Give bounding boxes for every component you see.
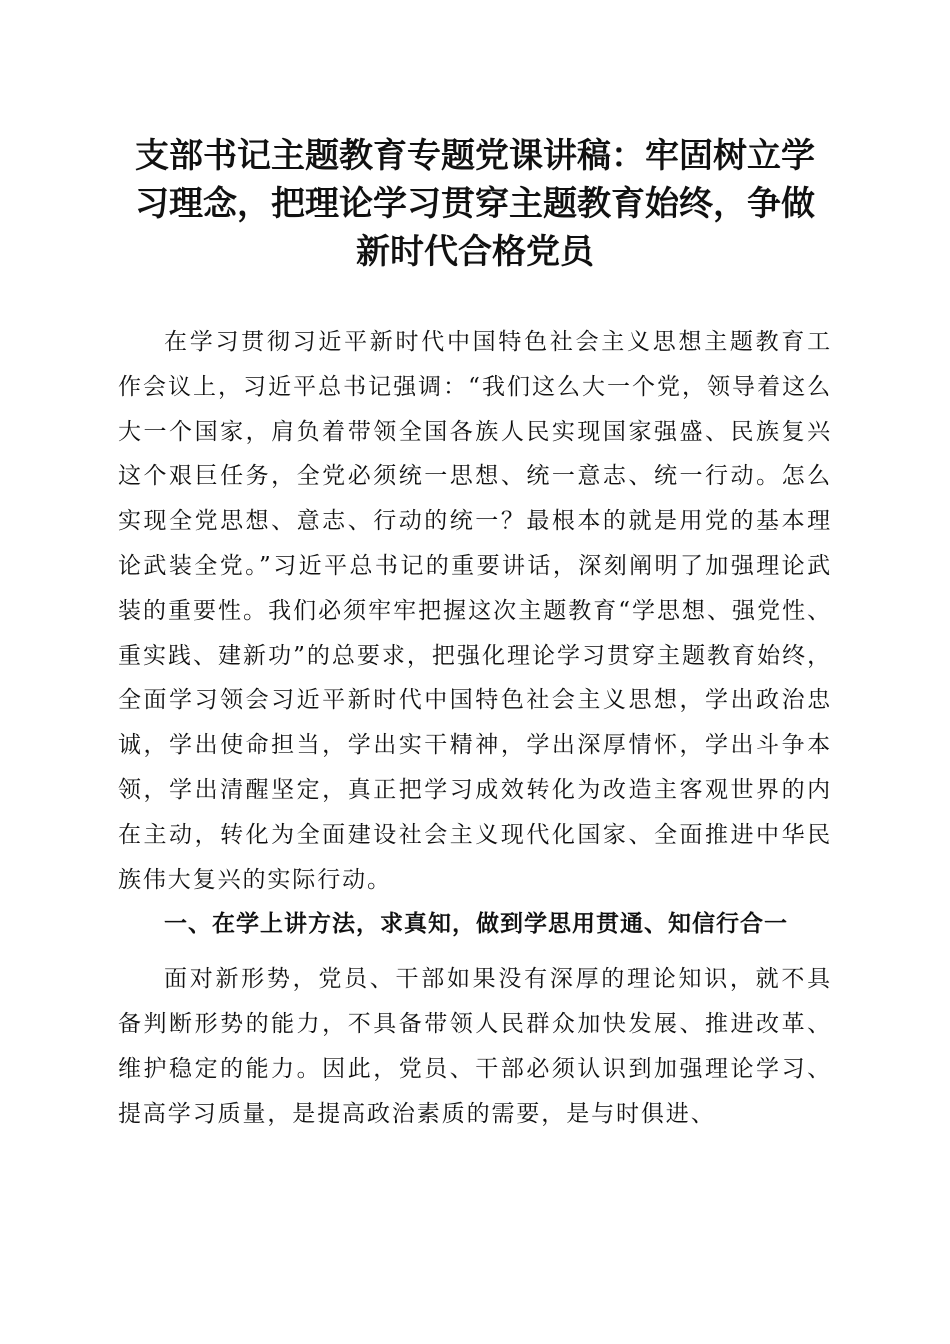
section-1-paragraph: 面对新形势，党员、干部如果没有深厚的理论知识，就不具备判断形势的能力，不具备带领人民群众加快发展、推进改革、维护稳定的能力。因此，党员、干部必须认识到加强理论学习、提高学习质量，是提高政治素质的需要，是与时俱进、 bbox=[118, 966, 832, 1127]
intro-paragraph: 在学习贯彻习近平新时代中国特色社会主义思想主题教育工作会议上，习近平总书记强调：“我们这么大一个党，领导着这么大一个国家，肩负着带领全国各族人民实现国家强盛、民族复兴这个艰巨任务，全党必须统一思想、统一意志、统一行动。怎么实现全党思想、意志、行动的统一？最根本的就是用党的基本理论武装全党。”习近平总书记的重要讲话，深刻阐明了加强理论武装的重要性。我们必须牢牢把握这次主题教育“学思想、强党性、重实践、建新功”的总要求，把强化理论学习贯穿主题教育始终，全面学习领会习近平新时代中国特色社会主义思想，学出政治忠诚，学出使命担当，学出实干精神，学出深厚情怀，学出斗争本领，学出清醒坚定，真正把学习成效转化为改造主客观世界的内在主动，转化为全面建设社会主义现代化国家、全面推进中华民族伟大复兴的实际行动。 bbox=[118, 329, 832, 893]
title-line-1: 支部书记主题教育专题党课讲稿：牢固树立学 bbox=[135, 136, 815, 176]
document-body bbox=[118, 320, 832, 1136]
section-heading-1: 一、在学上讲方法，求真知，做到学思用贯通、知信行合一 bbox=[164, 910, 788, 938]
title-line-3: 新时代合格党员 bbox=[356, 232, 594, 272]
document-title bbox=[118, 132, 832, 276]
title-line-2: 习理念，把理论学习贯穿主题教育始终，争做 bbox=[135, 184, 815, 224]
